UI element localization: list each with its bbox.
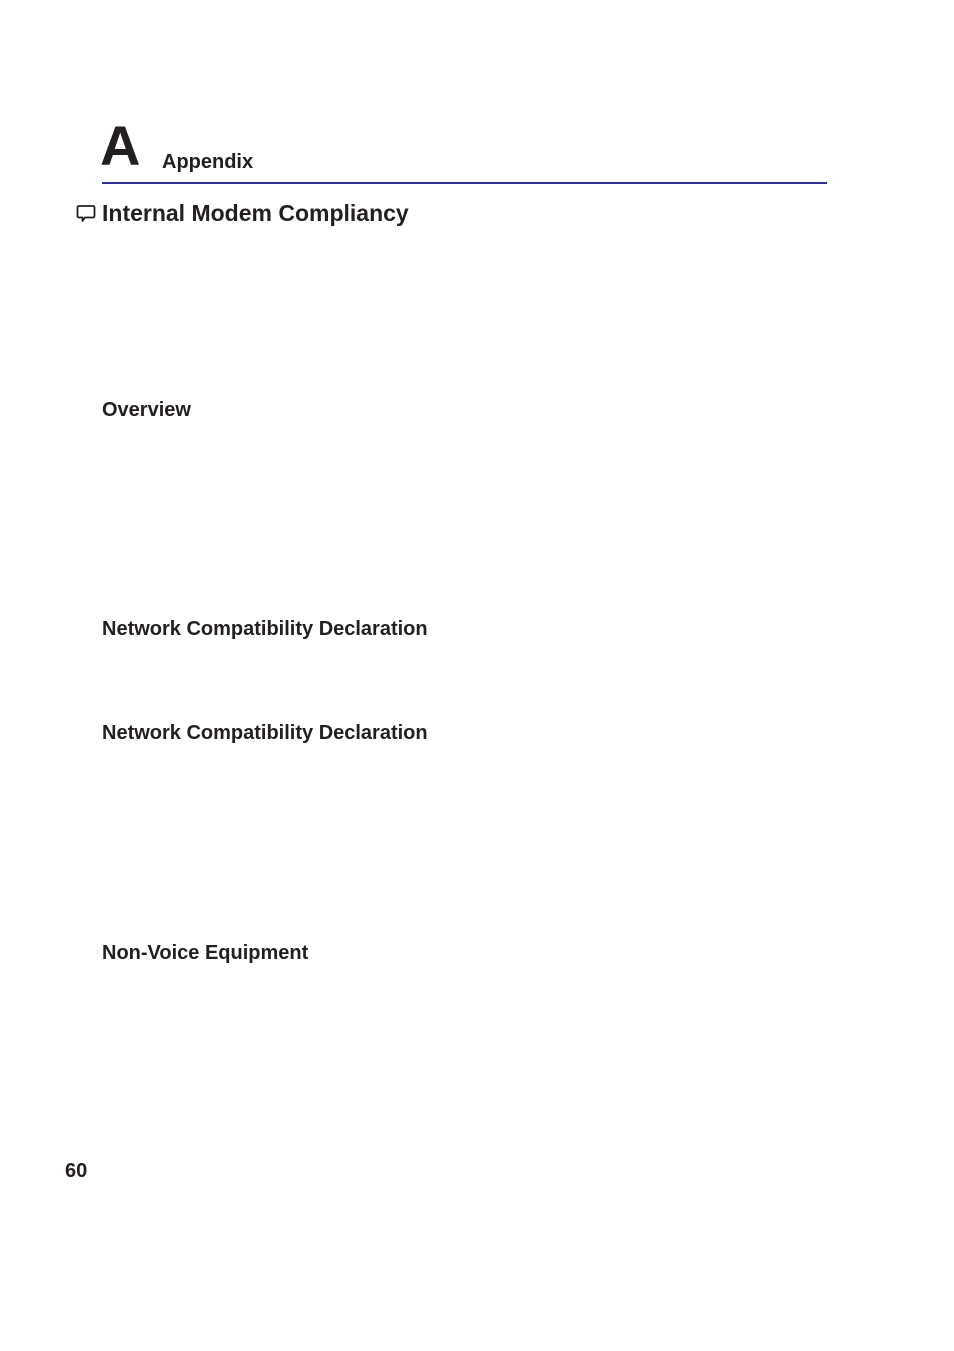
- subheading-network-compatibility-2: Network Compatibility Declaration: [102, 722, 428, 744]
- subheading-network-compatibility-1: Network Compatibility Declaration: [102, 618, 428, 640]
- chapter-letter: A: [100, 114, 140, 177]
- section-heading: [76, 202, 409, 225]
- subheading-overview: Overview: [102, 399, 191, 421]
- page-number: 60: [65, 1160, 88, 1182]
- chapter-name: Appendix: [162, 151, 254, 173]
- section-title: Internal Modem Compliancy: [102, 200, 409, 226]
- page-marker-icon: [76, 203, 96, 225]
- header-divider: [102, 182, 827, 184]
- subheading-non-voice-equipment: Non-Voice Equipment: [102, 942, 309, 964]
